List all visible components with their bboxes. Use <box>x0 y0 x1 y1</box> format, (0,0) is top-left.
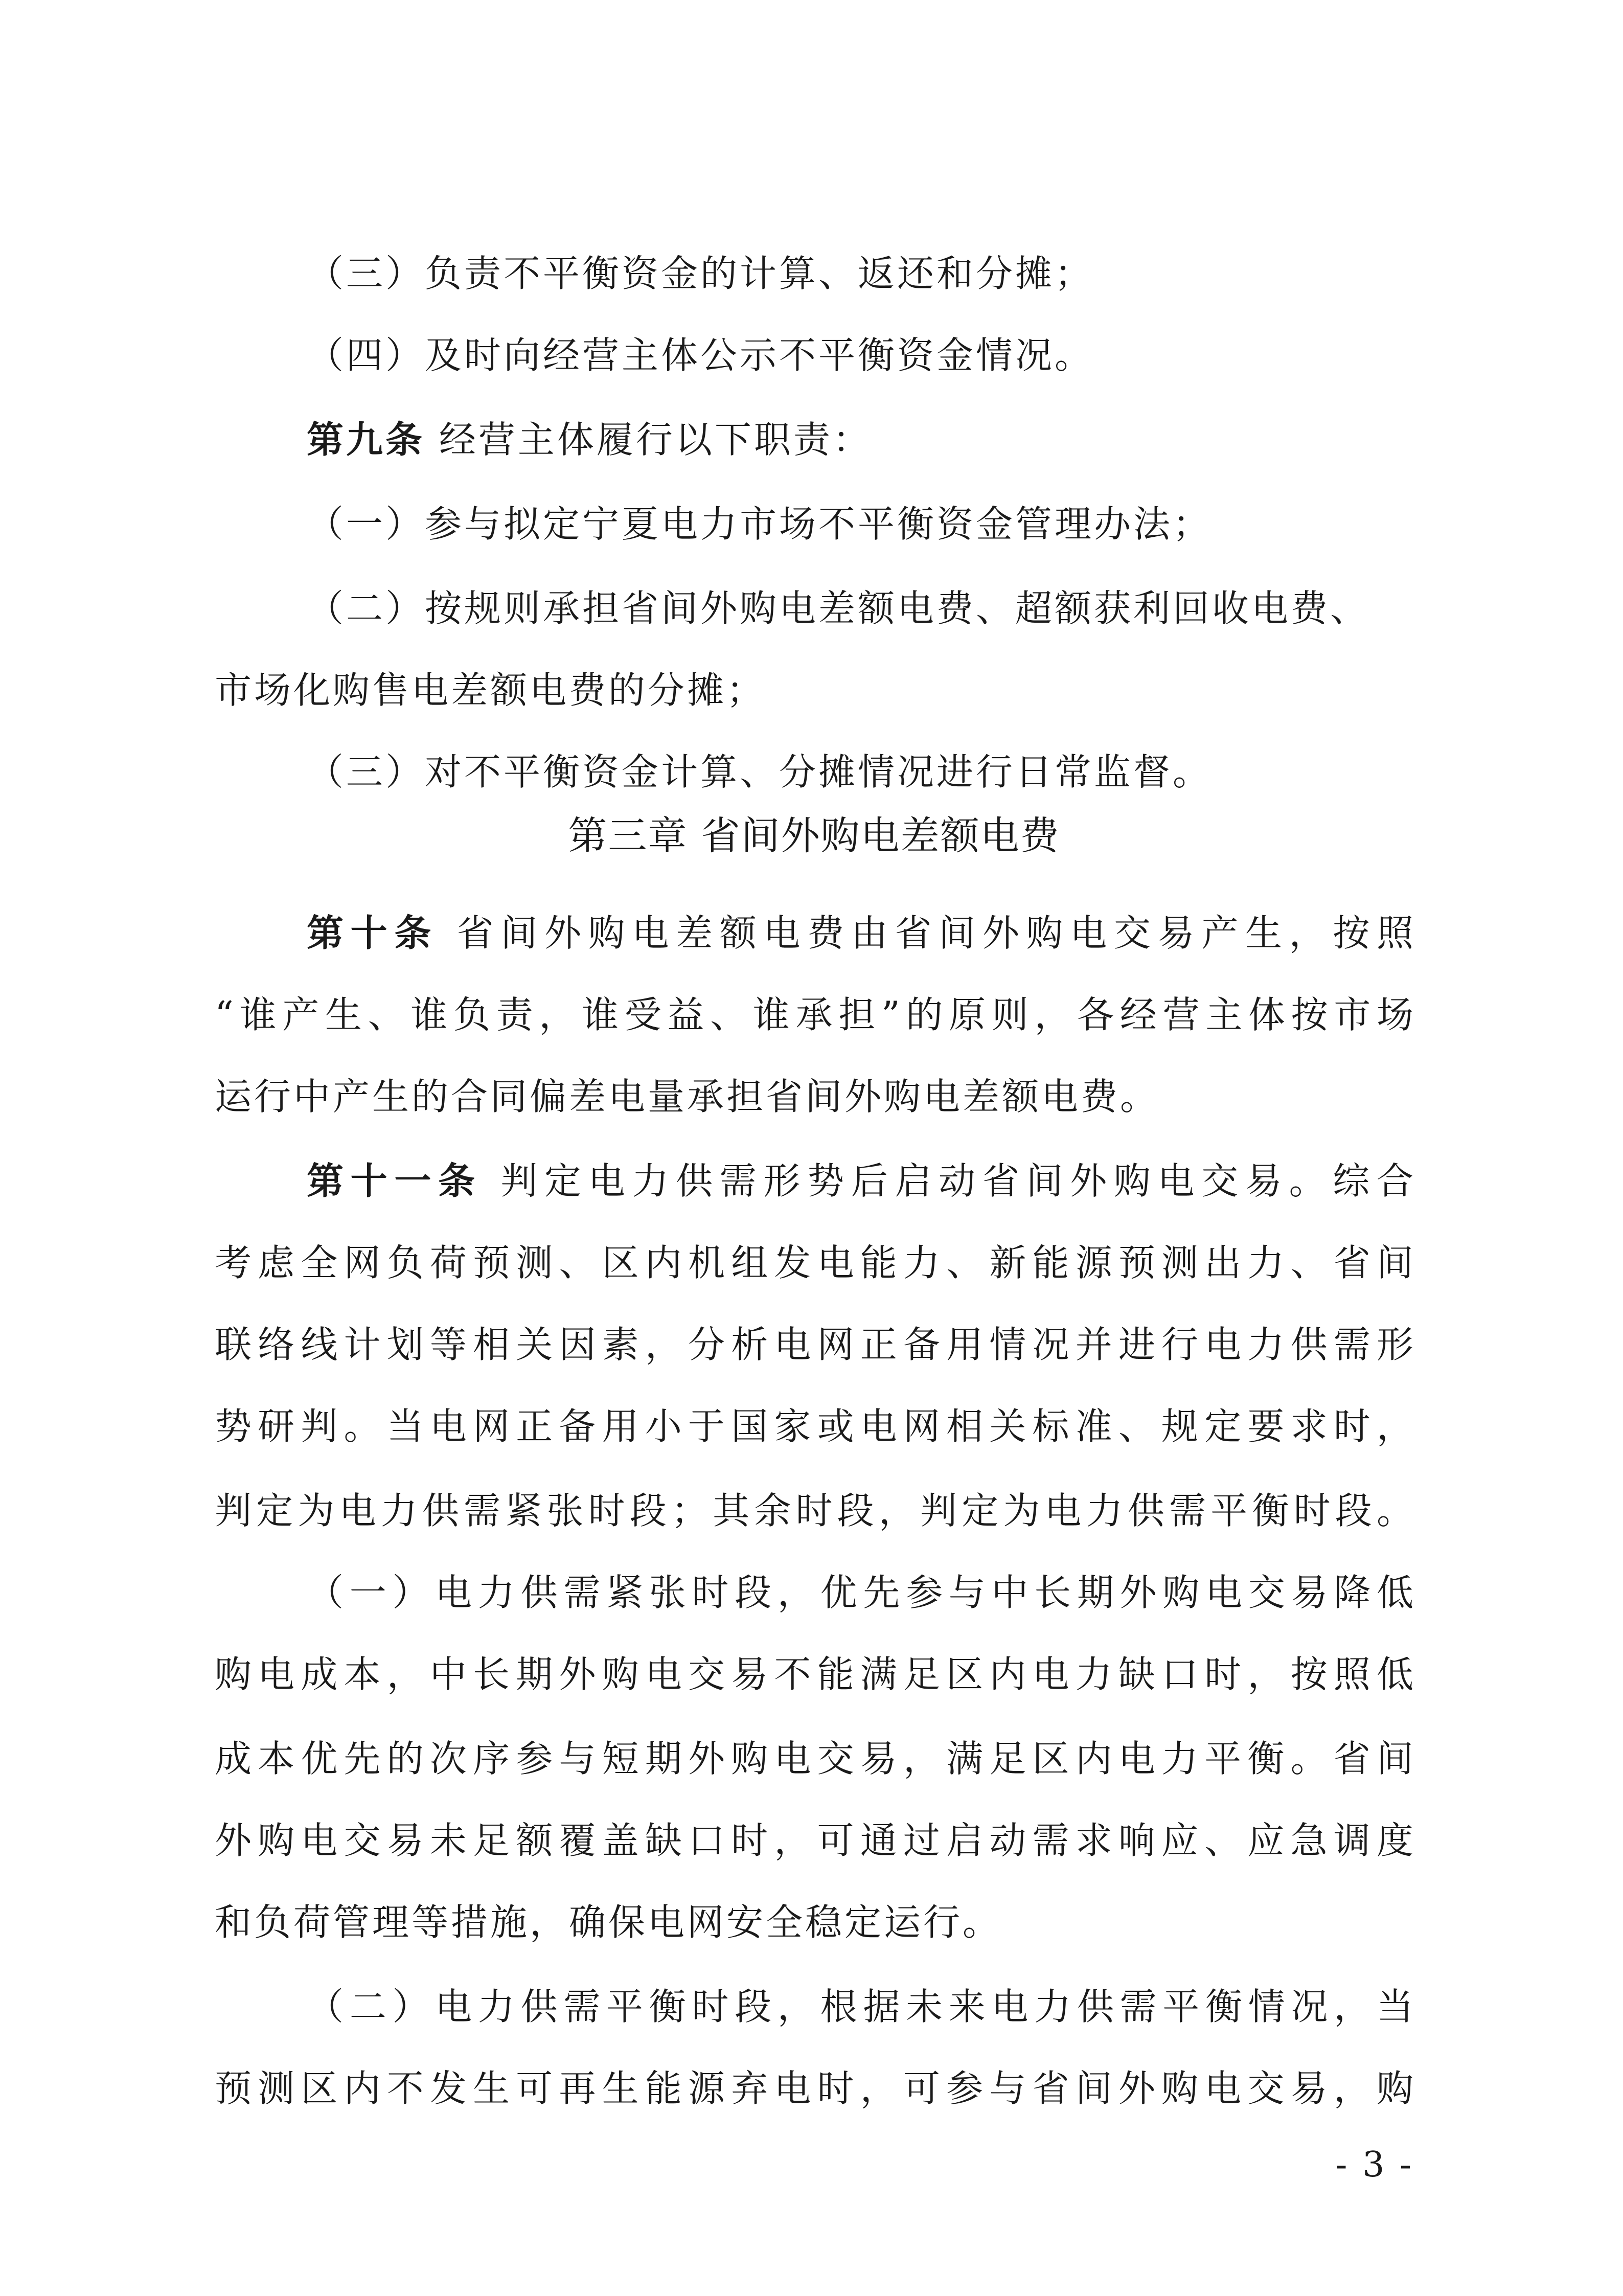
article9-item3: （三）对不平衡资金计算、分摊情况进行日常监督。 <box>307 751 1213 793</box>
article11-item2-line1: （二）电力供需平衡时段，根据未来电力供需平衡情况，当 <box>307 1985 1413 2028</box>
article8-item4: （四）及时向经营主体公示不平衡资金情况。 <box>307 334 1094 377</box>
article10-line1 <box>307 900 1413 966</box>
article8-item3: （三）负责不平衡资金的计算、返还和分摊； <box>307 252 1094 295</box>
article10-text: 省间外购电差额电费由省间外购电交易产生，按照 <box>456 912 1413 954</box>
article9-item1: （一）参与拟定宁夏电力市场不平衡资金管理办法； <box>307 503 1213 545</box>
article9-item2-line2: 市场化购售电差额电费的分摊； <box>215 669 766 712</box>
article11-item1-line2: 购电成本，中长期外购电交易不能满足区内电力缺口时，按照低 <box>215 1653 1413 1696</box>
article11-line3: 联络线计划等相关因素，分析电网正备用情况并进行电力供需形 <box>215 1323 1413 1366</box>
article9-paragraph <box>307 406 1413 473</box>
article11-line4: 势研判。当电网正备用小于国家或电网相关标准、规定要求时， <box>215 1405 1413 1448</box>
article11-line1 <box>307 1148 1413 1214</box>
article11-item1-line3: 成本优先的次序参与短期外购电交易，满足区内电力平衡。省间 <box>215 1737 1413 1780</box>
article11-item2-line2: 预测区内不发生可再生能源弃电时，可参与省间外购电交易，购 <box>215 2067 1413 2110</box>
article9-item2-line1: （二）按规则承担省间外购电差额电费、超额获利回收电费、 <box>307 587 1370 630</box>
article11-line5: 判定为电力供需紧张时段；其余时段，判定为电力供需平衡时段。 <box>215 1489 1413 1532</box>
article9-text: 经营主体履行以下职责： <box>439 418 872 461</box>
article11-line2: 考虑全网负荷预测、区内机组发电能力、新能源预测出力、省间 <box>215 1241 1413 1284</box>
page-number: - 3 - <box>1335 2145 1413 2185</box>
article11-item1-line1: （一）电力供需紧张时段，优先参与中长期外购电交易降低 <box>307 1571 1413 1614</box>
article11-item1-line4: 外购电交易未足额覆盖缺口时，可通过启动需求响应、应急调度 <box>215 1819 1413 1862</box>
article10-heading: 第十条 <box>307 912 439 954</box>
article10-line3: 运行中产生的合同偏差电量承担省间外购电差额电费。 <box>215 1075 1160 1118</box>
article10-line2: “谁产生、谁负责，谁受益、谁承担”的原则，各经营主体按市场 <box>215 993 1413 1036</box>
article11-item1-line5: 和负荷管理等措施，确保电网安全稳定运行。 <box>215 1901 1002 1944</box>
chapter-title: 第三章 省间外购电差额电费 <box>568 813 1060 858</box>
article11-heading: 第十一条 <box>307 1160 482 1202</box>
article11-text: 判定电力供需形势后启动省间外购电交易。综合 <box>500 1160 1413 1202</box>
article9-heading: 第九条 <box>307 418 425 461</box>
